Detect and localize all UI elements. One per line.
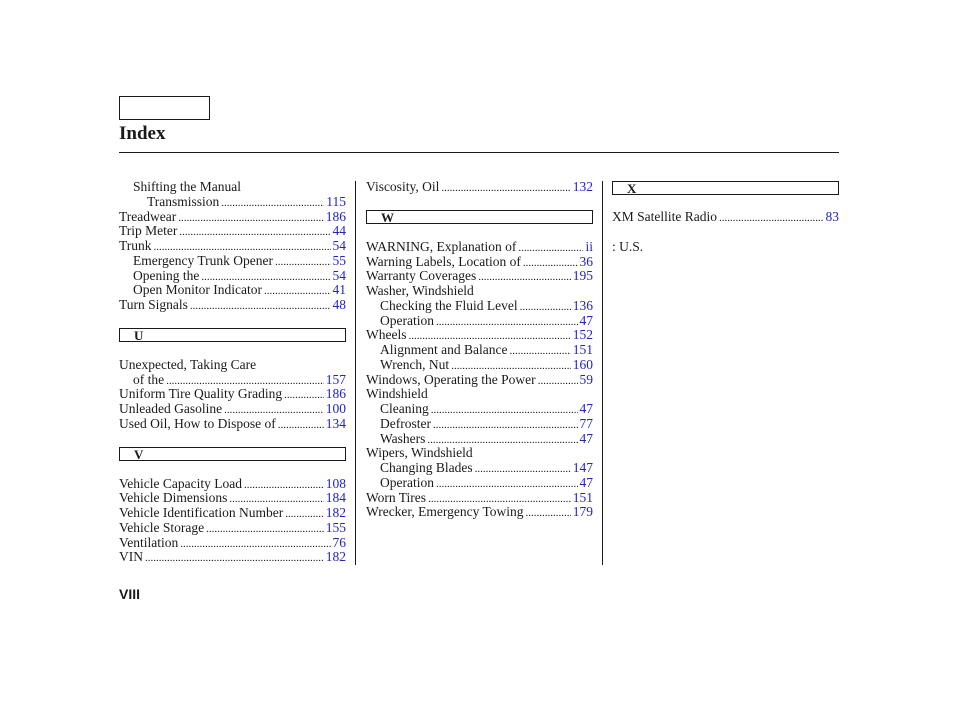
dot-leader [518,241,583,256]
index-entry[interactable] [366,491,593,506]
dot-leader [221,196,324,211]
dot-leader [478,270,571,285]
dot-leader [509,344,570,359]
page-link[interactable]: 186 [325,386,346,402]
entry-label: Opening the [133,267,200,283]
dot-leader [264,284,331,299]
entry-label: Wipers, Windshield [366,445,473,461]
dot-leader [719,211,824,226]
entry-label: Wrecker, Emergency Towing [366,504,524,520]
entry-label: Windows, Operating the Power [366,371,536,387]
entry-label: Windshield [366,386,428,402]
page-number: VIII [119,586,141,602]
entry-label: Unexpected, Taking Care [119,356,257,372]
entry-label: Transmission [147,193,220,209]
index-entry[interactable] [119,269,346,284]
index-entry[interactable] [366,417,593,432]
entry-label: Cleaning [380,401,429,416]
page-link[interactable]: 100 [325,401,346,416]
spacer [366,195,593,210]
entry-label: Washers [380,430,426,446]
page-link[interactable]: 132 [572,179,593,194]
page-link[interactable]: 184 [325,490,346,506]
page-link[interactable]: 160 [572,356,593,372]
index-entry[interactable] [119,210,346,225]
dot-leader [284,388,324,403]
index-entry[interactable] [366,314,593,329]
dot-leader [190,299,331,314]
entry-label: Checking the Fluid Level [380,297,518,313]
index-entry[interactable] [366,255,593,270]
dot-leader [178,211,324,226]
entry-label: Shifting the Manual [133,179,241,194]
page-link[interactable]: 152 [572,327,593,343]
index-entry[interactable] [119,521,346,536]
index-entry[interactable] [119,417,346,432]
entry-label: Viscosity, Oil [366,179,440,194]
index-entry[interactable] [119,491,346,506]
index-entry[interactable] [366,358,593,373]
page-link[interactable]: 147 [572,460,593,475]
title-divider [119,152,839,153]
page-link[interactable]: 77 [579,415,593,431]
entry-label: Vehicle Dimensions [119,490,228,506]
index-column-3 [612,180,839,255]
entry-label: Wrench, Nut [380,356,450,372]
page-link[interactable]: 155 [325,519,346,535]
page-link[interactable]: 83 [825,209,839,225]
index-entry [366,446,593,461]
spacer [366,225,593,240]
letter-section-header: W [366,210,593,224]
index-entry[interactable] [119,506,346,521]
page-link[interactable]: 59 [579,371,593,387]
index-entry[interactable] [366,299,593,314]
index-entry[interactable] [366,343,593,358]
dot-leader [520,300,571,315]
spacer [612,196,839,211]
spacer [119,343,346,358]
spacer [119,313,346,328]
page-link[interactable]: 36 [579,253,593,269]
dot-leader [206,522,324,537]
page-link[interactable]: 47 [579,401,593,416]
index-entry[interactable] [119,373,346,388]
spacer [612,225,839,240]
page-title: Index [119,123,166,144]
page-link[interactable]: 182 [325,549,346,565]
dot-leader [145,551,324,566]
dot-leader [433,418,578,433]
page-link[interactable]: 134 [325,415,346,431]
index-entry[interactable] [366,402,593,417]
index-entry[interactable] [366,476,593,491]
letter-section-header: V [119,447,346,461]
entry-label: XM Satellite Radio [612,209,717,225]
entry-label: Operation [380,312,434,328]
page-link[interactable]: 41 [332,282,346,298]
index-entry [612,240,839,255]
page-link[interactable]: 108 [325,475,346,491]
entry-label: Trip Meter [119,223,178,239]
entry-label: Warranty Coverages [366,268,477,284]
dot-leader [431,403,578,418]
entry-label: Washer, Windshield [366,283,474,298]
page-link[interactable]: ii [585,238,593,254]
entry-label: WARNING, Explanation of [366,238,517,254]
entry-label: Defroster [380,415,431,431]
index-entry[interactable] [119,402,346,417]
entry-label: Changing Blades [380,460,473,475]
entry-label: of the [133,371,165,387]
page-link[interactable]: 136 [572,297,593,313]
entry-label: Trunk [119,238,152,253]
dot-leader [180,537,330,552]
entry-label: Ventilation [119,534,179,550]
dot-leader [436,477,578,492]
index-entry[interactable] [119,254,346,269]
entry-label: Operation [380,474,434,490]
page-link[interactable]: 195 [572,268,593,284]
dot-leader [275,255,331,270]
index-column-2 [366,180,593,520]
index-entry [366,387,593,402]
entry-label: Wheels [366,327,407,343]
index-entry[interactable] [366,373,593,388]
entry-label: Unleaded Gasoline [119,401,223,416]
index-entry[interactable] [119,195,346,210]
page-link[interactable]: 54 [332,238,346,253]
page-link[interactable]: 54 [332,267,346,283]
page-link[interactable]: 47 [579,430,593,446]
index-entry [119,358,346,373]
entry-label: Emergency Trunk Opener [133,252,273,268]
entry-label: Alignment and Balance [380,342,508,357]
page-link[interactable]: 48 [332,297,346,312]
dot-leader [441,181,570,196]
index-entry[interactable] [366,328,593,343]
dot-leader [278,418,324,433]
page-link[interactable]: 151 [572,342,593,357]
index-entry[interactable] [119,239,346,254]
dot-leader [523,256,578,271]
index-entry[interactable] [119,224,346,239]
dot-leader [538,374,578,389]
entry-label: Worn Tires [366,489,427,505]
index-entry[interactable] [366,432,593,447]
index-entry[interactable] [119,477,346,492]
index-entry [366,284,593,299]
letter-section-header: X [612,181,839,195]
index-entry[interactable] [612,210,839,225]
index-column-1 [119,180,346,565]
index-tab-box [119,96,210,120]
page-link[interactable]: 76 [332,534,346,550]
dot-leader [179,225,330,240]
entry-label: Vehicle Capacity Load [119,475,242,491]
index-entry[interactable] [119,283,346,298]
page-link[interactable]: 179 [572,504,593,520]
column-divider-2 [602,181,603,565]
entry-label: Turn Signals [119,297,188,312]
entry-label: VIN [119,549,143,565]
index-entry [119,180,346,195]
index-entry[interactable] [366,180,593,195]
entry-label: Treadwear [119,208,177,224]
spacer [119,432,346,447]
index-entry[interactable] [366,269,593,284]
entry-label: Vehicle Identification Number [119,505,284,520]
entry-label: Used Oil, How to Dispose of [119,415,276,431]
entry-label: : U.S. [612,238,644,254]
page-link[interactable]: 151 [572,489,593,505]
page-link[interactable]: 157 [325,371,346,387]
page-link[interactable]: 47 [579,474,593,490]
page-link[interactable]: 115 [326,193,346,209]
index-entry[interactable] [366,461,593,476]
index-entry[interactable] [119,536,346,551]
page-link[interactable]: 55 [332,252,346,268]
page-link[interactable]: 182 [325,505,346,520]
dot-leader [285,507,324,522]
entry-label: Warning Labels, Location of [366,253,521,269]
index-entry[interactable] [366,505,593,520]
index-entry[interactable] [366,240,593,255]
entry-label: Open Monitor Indicator [133,282,262,298]
dot-leader [475,462,571,477]
page-link[interactable]: 47 [579,312,593,328]
index-entry[interactable] [119,550,346,565]
column-divider-1 [355,181,356,565]
page-link[interactable]: 186 [325,208,346,224]
entry-label: Uniform Tire Quality Grading [119,386,283,402]
entry-label: Vehicle Storage [119,519,205,535]
page-link[interactable]: 44 [332,223,346,239]
letter-section-header: U [119,328,346,342]
index-entry[interactable] [119,298,346,313]
index-entry[interactable] [119,387,346,402]
dot-leader [436,315,578,330]
dot-leader [244,478,324,493]
spacer [119,462,346,477]
dot-leader [526,506,571,521]
